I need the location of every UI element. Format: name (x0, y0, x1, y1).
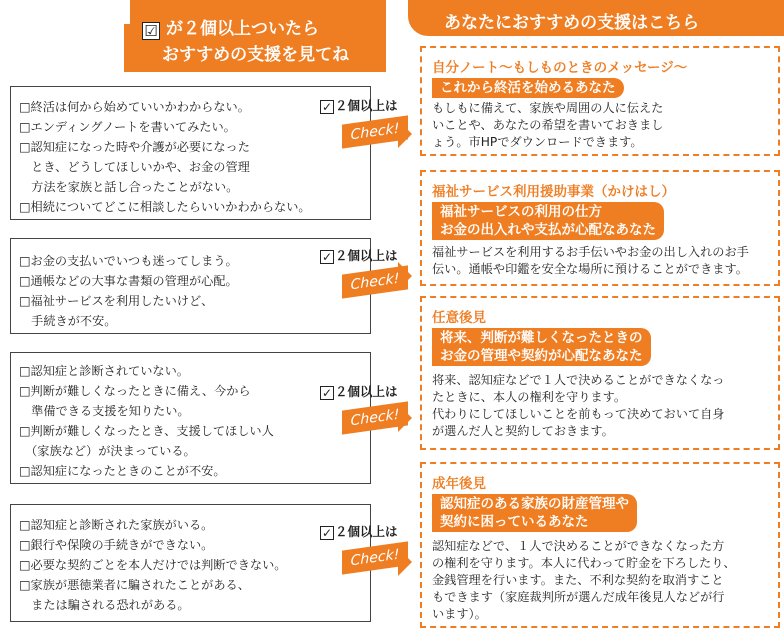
arrow-right-icon (398, 404, 412, 432)
arrow-right-icon (398, 548, 412, 576)
header-banner (124, 0, 386, 72)
checklist-box-3 (10, 352, 371, 484)
checklist-item[interactable]: □認知症になったときのことが不安。 (19, 464, 226, 478)
check-tag: Check! (342, 115, 408, 148)
checklist-item[interactable]: □通帳などの大事な書類の管理が心配。 (19, 274, 238, 288)
check-badge-2 (320, 246, 404, 296)
check-tag: Check! (342, 265, 408, 298)
support-description: 福祉サービスを利用するお手伝いやお金の出し入れのお手 伝い。通帳や印鑑を安全な場所に預けることができます。 (432, 245, 749, 276)
header-line-2: おすすめの支援を見てね (162, 45, 350, 65)
support-description: もしもに備えて、家族や周囲の人に伝えた いことや、あなたの希望を書いておきまし ょう。市HPでダウンロードできます。 (432, 101, 664, 149)
checklist-box-1 (10, 86, 371, 220)
checklist-item-continued: 方法を家族と話し合ったことがない。 (19, 180, 239, 194)
checklist-item[interactable]: □相続についてどこに相談したらいいかわからない。 (19, 200, 311, 214)
checklist-item[interactable]: □終活は何から始めていいかわからない。 (19, 100, 250, 114)
checklist-item-continued: とき、どうしてほしいかや、お金の管理 (19, 160, 250, 174)
checklist-item[interactable]: □必要な契約ごとを本人だけでは判断できない。 (19, 558, 287, 572)
support-box-welfare (420, 170, 780, 286)
checkbox-icon: ☑ (142, 22, 160, 40)
checklist-item[interactable]: □認知症と診断されていない。 (19, 364, 189, 378)
checklist-item[interactable]: □家族が悪徳業者に騙されたことがある、 (19, 578, 250, 592)
checklist-box-2 (10, 238, 371, 334)
checklist-box-4 (10, 504, 371, 622)
checklist-item[interactable]: □福祉サービスを利用したいけど、 (19, 294, 214, 308)
support-title: 任意後見 (432, 310, 486, 326)
header-accent-bar (124, 0, 130, 24)
support-target-tag: これから終活を始めるあなた (432, 78, 624, 98)
checklist-item[interactable]: □銀行や保険の手続きができない。 (19, 538, 214, 552)
check-label: ✓ ２個以上は (321, 384, 398, 400)
recommendation-header (408, 0, 784, 36)
check-badge-1 (320, 96, 404, 146)
checklist-item[interactable]: □エンディングノートを書いてみたい。 (19, 120, 236, 134)
checklist-item[interactable]: □判断が難しくなったとき、支援してほしい人 (19, 424, 274, 438)
support-target-tag: 認知症のある家族の財産管理や 契約に困っているあなた (432, 494, 637, 532)
check-badge-3 (320, 382, 404, 432)
support-box-voluntary-guardianship (420, 296, 780, 450)
checkmark-icon: ✓ (321, 100, 333, 114)
check-badge-4 (320, 522, 404, 572)
check-tag: Check! (342, 541, 408, 574)
check-label: ✓ ２個以上は (321, 524, 398, 540)
support-target-tag: 将来、判断が難しくなったときの お金の管理や契約が心配なあなた (432, 328, 651, 366)
check-label: ✓ ２個以上は (321, 248, 398, 264)
checklist-item[interactable]: □認知症と診断された家族がいる。 (19, 518, 214, 532)
checkmark-icon: ✓ (321, 386, 333, 400)
checklist-item[interactable]: □判断が難しくなったときに備え、今から (19, 384, 251, 398)
recommendation-title: あなたにおすすめの支援はこちら (444, 13, 700, 33)
support-title: 自分ノート～もしものときのメッセージ～ (432, 60, 688, 76)
support-title: 福祉サービス利用援助事業（かけはし） (432, 184, 675, 200)
checklist-item-continued: または騙される恐れがある。 (19, 598, 190, 612)
arrow-right-icon (398, 120, 412, 148)
support-title: 成年後見 (432, 476, 486, 492)
header-line-1: ☑ が２個以上ついたら (142, 14, 319, 40)
support-box-self-note (420, 46, 780, 156)
support-description: 将来、認知症などで１人で決めることができなくなっ たときに、本人の権利を守ります。 代わりにしてほしいことを前もって決めておいて自身 が選んだ人と契約しておきます。 (432, 373, 725, 438)
checklist-item[interactable]: □認知症になった時や介護が必要になった (19, 140, 250, 154)
arrow-right-icon (398, 262, 412, 290)
checklist-item-continued: 準備できる支援を知りたい。 (19, 404, 190, 418)
support-target-tag: 福祉サービスの利用の仕方 お金の出入れや支払が心配なあなた (432, 202, 664, 240)
checkmark-icon: ✓ (321, 250, 333, 264)
support-description: 認知症などで、１人で決めることができなくなった方 の権利を守ります。本人に代わって貯金を下ろしたり、 金銭管理を行います。また、不利な契約を取消すこと もできます（家庭裁判所が選んだ成年後見人などが行 います）。 (432, 539, 736, 621)
check-label: ✓ ２個以上は (321, 98, 398, 114)
checkmark-icon: ✓ (321, 526, 333, 540)
check-tag: Check! (342, 401, 408, 434)
support-box-adult-guardianship (420, 462, 780, 628)
checklist-item[interactable]: □お金の支払いでいつも迷ってしまう。 (19, 254, 238, 268)
checklist-item-continued: （家族など）が決まっている。 (19, 444, 196, 458)
checklist-item-continued: 手続きが不安。 (19, 314, 117, 328)
